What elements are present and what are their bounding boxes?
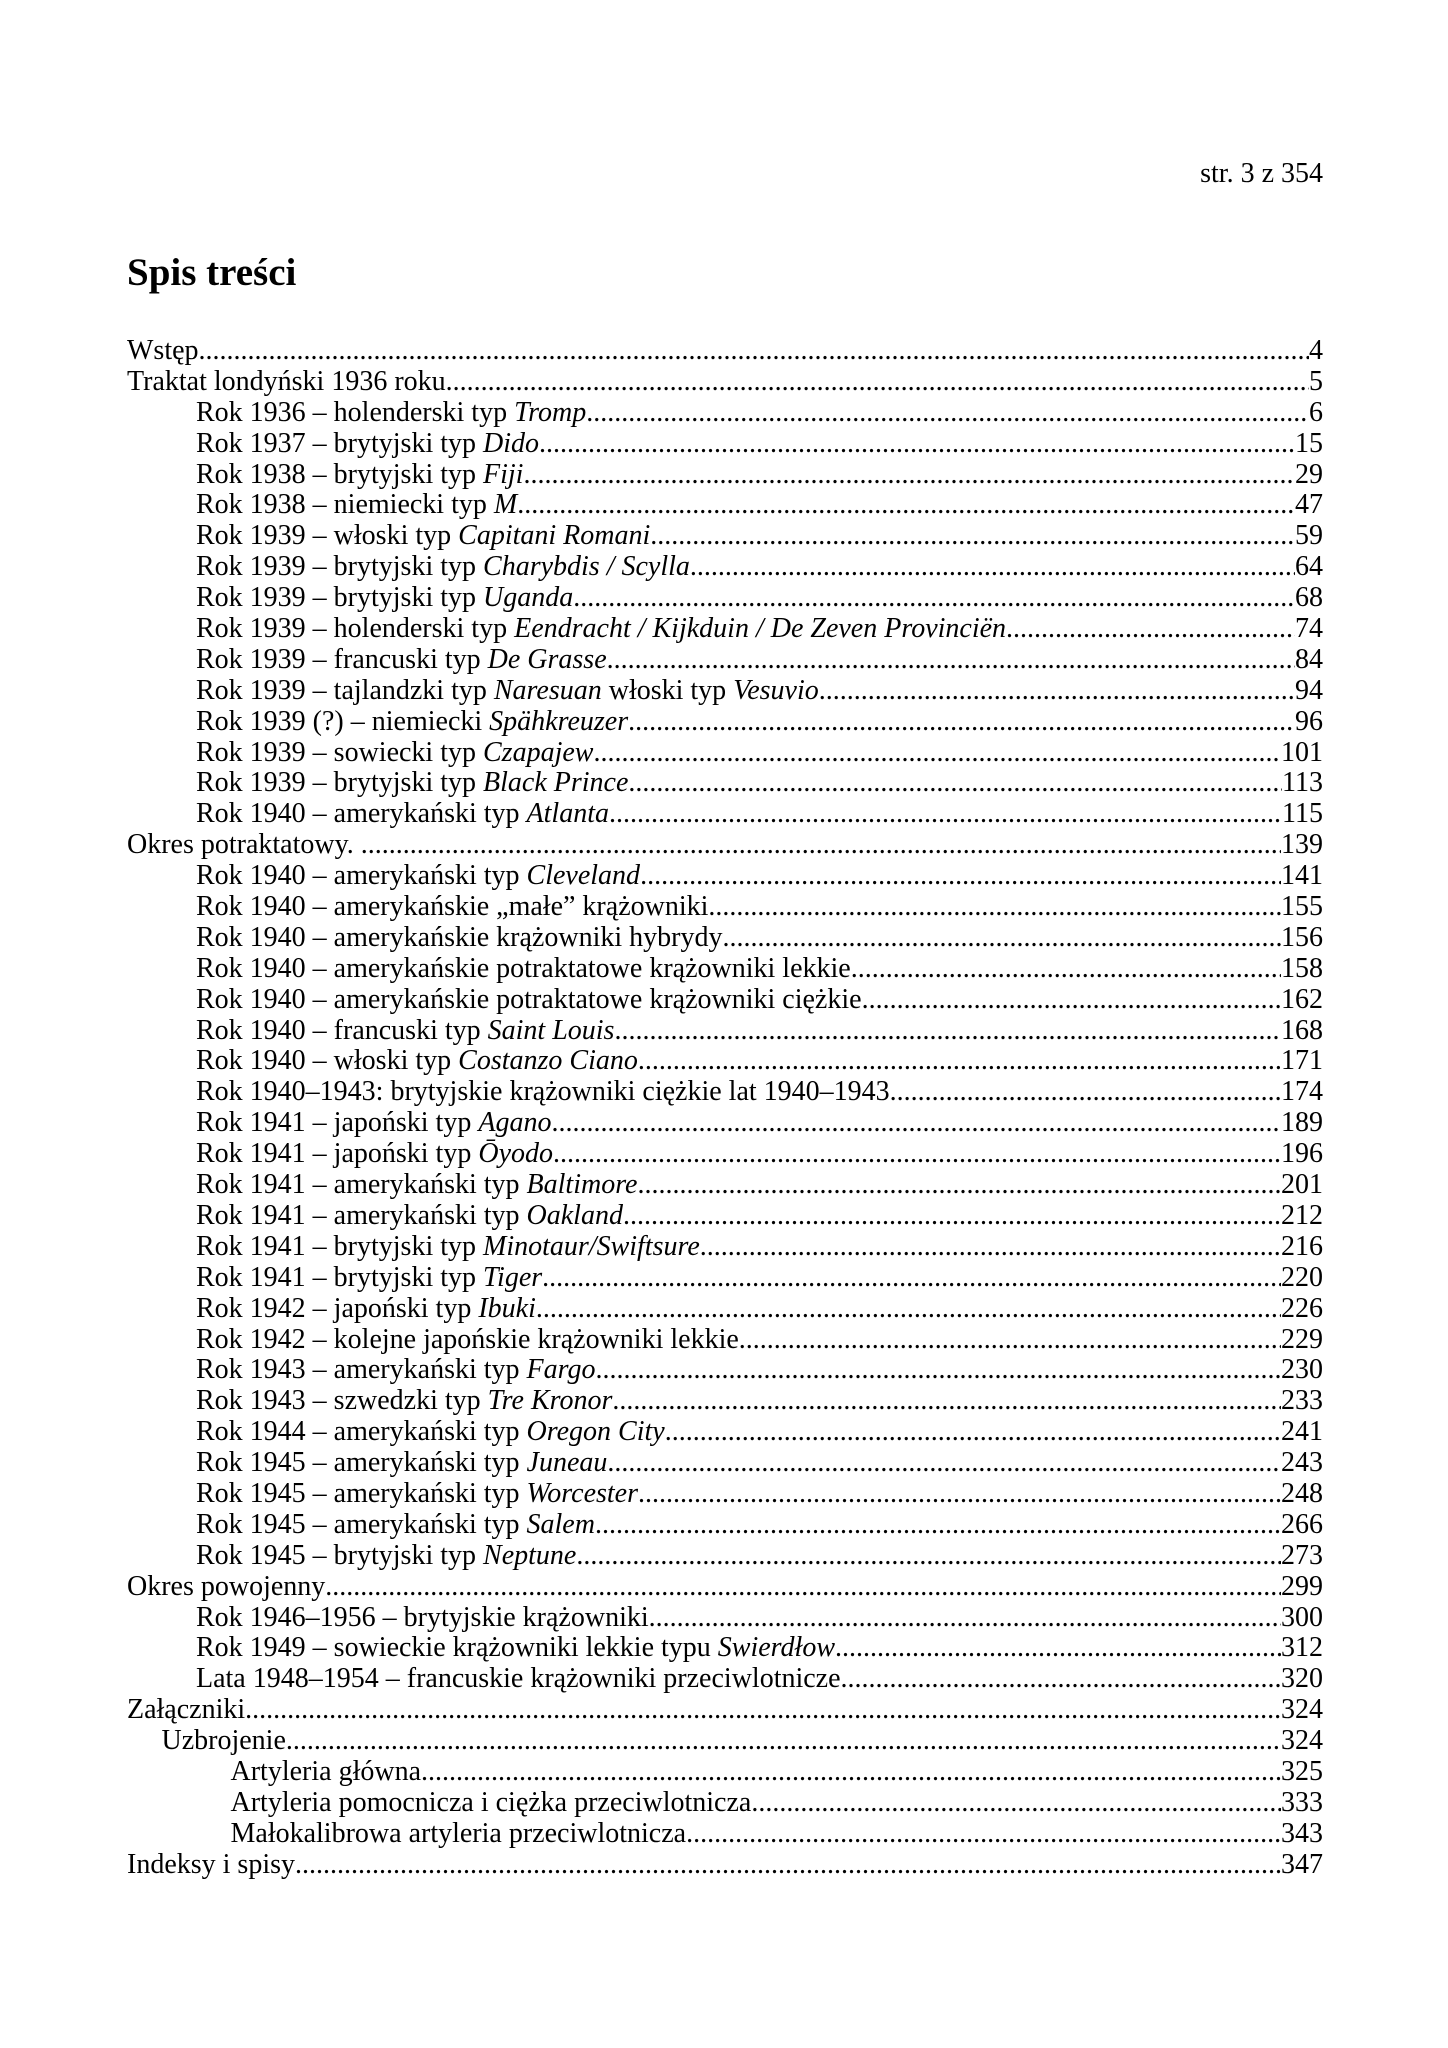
toc-entry: [127, 830, 1323, 861]
toc-entry: [127, 1325, 1323, 1356]
toc-page-number: 174: [1281, 1077, 1323, 1108]
toc-page-number: 141: [1281, 861, 1323, 892]
toc-entry: [127, 707, 1323, 738]
toc-entry: [127, 1108, 1323, 1139]
toc-entry-label: Rok 1945 – amerykański typ Salem: [196, 1509, 595, 1540]
toc-entry: [127, 1819, 1323, 1850]
toc-page-number: 5: [1309, 366, 1323, 397]
toc-page-number: 59: [1295, 521, 1323, 552]
toc-page-number: 171: [1281, 1046, 1323, 1077]
dot-leader: [612, 1386, 1281, 1417]
dot-leader: [614, 1016, 1281, 1047]
toc-entry: [127, 1788, 1323, 1819]
toc-page-number: 299: [1281, 1571, 1323, 1602]
toc-page-number: 226: [1281, 1293, 1323, 1324]
toc-page-number: 320: [1281, 1664, 1323, 1695]
dot-leader: [607, 645, 1295, 676]
dot-leader: [649, 1603, 1281, 1634]
dot-leader: [245, 1695, 1281, 1726]
toc-page-number: 189: [1281, 1108, 1323, 1139]
toc-entry-label: Rok 1945 – amerykański typ Worcester: [196, 1478, 638, 1509]
toc-entry-label: Rok 1945 – amerykański typ Juneau: [196, 1448, 608, 1479]
toc-page-number: 201: [1281, 1170, 1323, 1201]
toc-entry-label: Uzbrojenie: [161, 1726, 286, 1757]
toc-entry-label: Rok 1939 – sowiecki typ Czapajew: [196, 737, 594, 768]
dot-leader: [517, 490, 1295, 521]
toc-entry: [127, 861, 1323, 892]
toc-entry-label: Rok 1939 – tajlandzki typ Naresuan włoski typ Vesuvio: [196, 675, 819, 706]
toc-entry-label: Rok 1941 – brytyjski typ Tiger: [196, 1262, 543, 1293]
toc-entry: [127, 1139, 1323, 1170]
toc-entry: [127, 799, 1323, 830]
toc-entry: [127, 676, 1323, 707]
toc-entry: [127, 1603, 1323, 1634]
toc-entry-label: Rok 1942 – japoński typ Ibuki: [196, 1293, 536, 1324]
dot-leader: [596, 1355, 1282, 1386]
dot-leader: [623, 1201, 1281, 1232]
page-title: Spis treści: [127, 251, 297, 294]
toc-entry-label: Rok 1936 – holenderski typ Tromp: [196, 397, 587, 428]
toc-entry-label: Rok 1939 – brytyjski typ Uganda: [196, 583, 574, 614]
dot-leader: [835, 1633, 1281, 1664]
toc-entry: [127, 1294, 1323, 1325]
dot-leader: [593, 738, 1281, 769]
toc-entry: [127, 1448, 1323, 1479]
toc-page-number: 113: [1282, 768, 1323, 799]
toc-entry: [127, 1170, 1323, 1201]
dot-leader: [446, 367, 1309, 398]
toc-entry: [127, 583, 1323, 614]
dot-leader: [700, 1232, 1281, 1263]
toc-page-number: 324: [1281, 1695, 1323, 1726]
toc-page-number: 4: [1309, 336, 1323, 366]
toc-entry: [127, 552, 1323, 583]
toc-entry-label: Rok 1940–1943: brytyjskie krążowniki ciężkie lat 1940–1943: [196, 1077, 890, 1108]
dot-leader: [751, 1788, 1281, 1819]
toc-entry: [127, 429, 1323, 460]
toc-entry: [127, 1695, 1323, 1726]
toc-page-number: 101: [1281, 737, 1323, 768]
toc-entry-label: Rok 1945 – brytyjski typ Neptune: [196, 1540, 577, 1571]
toc-entry: [127, 985, 1323, 1016]
dot-leader: [628, 768, 1282, 799]
toc-entry-label: Artyleria główna: [230, 1756, 421, 1787]
toc-entry: [127, 1479, 1323, 1510]
dot-leader: [665, 1417, 1281, 1448]
toc-entry-label: Rok 1939 – francuski typ De Grasse: [196, 644, 607, 675]
toc-entry-label: Rok 1949 – sowieckie krążowniki lekkie typu Swierdłow: [196, 1633, 835, 1664]
toc-entry-label: Rok 1939 – włoski typ Capitani Romani: [196, 521, 651, 552]
toc-entry-label: Rok 1937 – brytyjski typ Dido: [196, 428, 540, 459]
toc-entry: [127, 490, 1323, 521]
toc-entry: [127, 1386, 1323, 1417]
toc-entry: [127, 1355, 1323, 1386]
toc-entry-label: Rok 1940 – amerykański typ Cleveland: [196, 861, 641, 892]
toc-page-number: 324: [1281, 1726, 1323, 1757]
toc-page-number: 15: [1295, 428, 1323, 459]
toc-entry-label: Rok 1941 – japoński typ Ōyodo: [196, 1139, 553, 1170]
toc-entry-label: Rok 1941 – amerykański typ Oakland: [196, 1200, 623, 1231]
toc-entry-label: Rok 1940 – amerykańskie „małe” krążowniki: [196, 892, 709, 923]
dot-leader: [739, 1325, 1281, 1356]
toc-entry: [127, 1541, 1323, 1572]
dot-leader: [722, 923, 1281, 954]
dot-leader: [286, 1726, 1281, 1757]
toc-entry-label: Rok 1941 – brytyjski typ Minotaur/Swiftsure: [196, 1231, 700, 1262]
toc-page-number: 156: [1281, 922, 1323, 953]
toc-entry: [127, 923, 1323, 954]
dot-leader: [539, 429, 1295, 460]
toc-entry-label: Rok 1940 – amerykański typ Atlanta: [196, 799, 609, 830]
toc-entry-label: Okres potraktatowy.: [127, 830, 361, 861]
toc-entry-label: Załączniki: [127, 1695, 246, 1726]
dot-leader: [551, 1108, 1281, 1139]
dot-leader: [325, 1572, 1281, 1603]
dot-leader: [851, 954, 1281, 985]
dot-leader: [640, 861, 1281, 892]
toc-entry: [127, 1201, 1323, 1232]
toc-entry: [127, 1850, 1323, 1881]
toc-entry: [127, 1757, 1323, 1788]
dot-leader: [650, 521, 1295, 552]
toc-page-number: 29: [1295, 459, 1323, 490]
toc-entry: [127, 1664, 1323, 1695]
toc-entry-label: Rok 1939 – brytyjski typ Black Prince: [196, 768, 629, 799]
toc-entry-label: Rok 1939 – holenderski typ Eendracht / Kijkduin / De Zeven Provinciën: [196, 614, 1007, 645]
dot-leader: [1006, 614, 1295, 645]
toc-page-number: 212: [1281, 1200, 1323, 1231]
dot-leader: [595, 1510, 1281, 1541]
toc-page-number: 47: [1295, 490, 1323, 521]
dot-leader: [295, 1850, 1281, 1881]
toc-entry: [127, 336, 1323, 367]
toc-page-number: 64: [1295, 552, 1323, 583]
toc-page-number: 248: [1281, 1478, 1323, 1509]
toc-page-number: 216: [1281, 1231, 1323, 1262]
toc-page-number: 273: [1281, 1540, 1323, 1571]
dot-leader: [686, 1819, 1281, 1850]
toc-page-number: 230: [1281, 1355, 1323, 1386]
toc-entry: [127, 1263, 1323, 1294]
toc-page-number: 196: [1281, 1139, 1323, 1170]
dot-leader: [573, 583, 1295, 614]
toc-entry: [127, 1726, 1323, 1757]
toc-page-number: 94: [1295, 675, 1323, 706]
toc-page-number: 68: [1295, 583, 1323, 614]
toc-entry: [127, 1510, 1323, 1541]
dot-leader: [199, 336, 1309, 367]
toc-page-number: 139: [1281, 830, 1323, 861]
toc-page-number: 220: [1281, 1262, 1323, 1293]
toc-entry-label: Artyleria pomocnicza i ciężka przeciwlotnicza: [230, 1787, 752, 1818]
toc-entry-label: Rok 1941 – japoński typ Agano: [196, 1108, 552, 1139]
toc-page-number: 155: [1281, 892, 1323, 923]
dot-leader: [553, 1139, 1281, 1170]
toc-entry: [127, 954, 1323, 985]
toc-entry-label: Rok 1946–1956 – brytyjskie krążowniki: [196, 1602, 649, 1633]
toc-entry: [127, 892, 1323, 923]
toc-entry: [127, 738, 1323, 769]
toc-page-number: 241: [1281, 1417, 1323, 1448]
toc-entry-label: Małokalibrowa artyleria przeciwlotnicza: [230, 1818, 687, 1849]
dot-leader: [890, 1077, 1281, 1108]
toc-page-number: 162: [1281, 984, 1323, 1015]
toc-entry: [127, 1016, 1323, 1047]
toc-page-number: 300: [1281, 1602, 1323, 1633]
page-number-indicator: str. 3 z 354: [1200, 158, 1323, 189]
toc-entry-label: Rok 1939 – brytyjski typ Charybdis / Scylla: [196, 552, 690, 583]
toc-entry-label: Rok 1938 – niemiecki typ M: [196, 490, 518, 521]
toc-page-number: 6: [1309, 397, 1323, 428]
dot-leader: [841, 1664, 1281, 1695]
toc-page-number: 333: [1281, 1787, 1323, 1818]
toc-entry: [127, 768, 1323, 799]
toc-entry-label: Rok 1943 – szwedzki typ Tre Kronor: [196, 1386, 613, 1417]
toc-page-number: 96: [1295, 706, 1323, 737]
toc-entry: [127, 1232, 1323, 1263]
dot-leader: [542, 1263, 1281, 1294]
toc-entry-label: Rok 1940 – włoski typ Costanzo Ciano: [196, 1046, 638, 1077]
toc-entry-label: Rok 1942 – kolejne japońskie krążowniki lekkie: [196, 1324, 739, 1355]
toc-entry-label: Rok 1940 – amerykańskie potraktatowe krążowniki ciężkie: [196, 984, 862, 1015]
toc-entry-label: Rok 1944 – amerykański typ Oregon City: [196, 1417, 665, 1448]
dot-leader: [708, 892, 1281, 923]
toc-page-number: 168: [1281, 1015, 1323, 1046]
toc-page-number: 233: [1281, 1386, 1323, 1417]
dot-leader: [421, 1757, 1281, 1788]
toc-entry-label: Rok 1939 (?) – niemiecki Spähkreuzer: [196, 706, 629, 737]
toc-entry-label: Rok 1940 – amerykańskie potraktatowe krążowniki lekkie: [196, 953, 851, 984]
toc-page-number: 325: [1281, 1756, 1323, 1787]
toc-page-number: 84: [1295, 644, 1323, 675]
dot-leader: [536, 1294, 1281, 1325]
dot-leader: [628, 707, 1295, 738]
toc-entry: [127, 1046, 1323, 1077]
toc-entry: [127, 1077, 1323, 1108]
toc-page-number: 312: [1281, 1633, 1323, 1664]
toc-entry-label: Rok 1938 – brytyjski typ Fiji: [196, 459, 524, 490]
dot-leader: [638, 1046, 1281, 1077]
toc-entry-label: Traktat londyński 1936 roku: [127, 366, 446, 397]
dot-leader: [638, 1479, 1281, 1510]
toc-entry: [127, 521, 1323, 552]
toc-page-number: 266: [1281, 1509, 1323, 1540]
toc-page-number: 158: [1281, 953, 1323, 984]
toc-page-number: 74: [1295, 614, 1323, 645]
toc-entry: [127, 614, 1323, 645]
dot-leader: [607, 1448, 1281, 1479]
dot-leader: [361, 830, 1281, 861]
toc-page-number: 343: [1281, 1818, 1323, 1849]
dot-leader: [637, 1170, 1281, 1201]
dot-leader: [576, 1541, 1281, 1572]
dot-leader: [862, 985, 1281, 1016]
dot-leader: [819, 676, 1295, 707]
toc-entry-label: Okres powojenny: [127, 1571, 326, 1602]
dot-leader: [690, 552, 1295, 583]
toc-entry-label: Rok 1940 – francuski typ Saint Louis: [196, 1015, 615, 1046]
dot-leader: [523, 460, 1295, 491]
toc-entry-label: Rok 1943 – amerykański typ Fargo: [196, 1355, 596, 1386]
toc-entry-label: Rok 1941 – amerykański typ Baltimore: [196, 1170, 638, 1201]
toc-entry-label: Rok 1940 – amerykańskie krążowniki hybrydy: [196, 922, 723, 953]
toc-page-number: 229: [1281, 1324, 1323, 1355]
toc-page-number: 243: [1281, 1448, 1323, 1479]
toc-entry: [127, 367, 1323, 398]
toc-entry: [127, 1572, 1323, 1603]
dot-leader: [609, 799, 1282, 830]
toc-entry: [127, 645, 1323, 676]
toc-entry-label: Indeksy i spisy: [127, 1849, 295, 1880]
toc-entry: [127, 1633, 1323, 1664]
toc-entry: [127, 460, 1323, 491]
toc-page-number: 115: [1282, 799, 1323, 830]
toc-entry: [127, 398, 1323, 429]
toc-entry-label: Lata 1948–1954 – francuskie krążowniki przeciwlotnicze: [196, 1664, 841, 1695]
table-of-contents: [127, 336, 1323, 1881]
toc-entry: [127, 1417, 1323, 1448]
toc-entry-label: Wstęp: [127, 336, 199, 366]
dot-leader: [586, 398, 1309, 429]
toc-page-number: 347: [1281, 1849, 1323, 1880]
